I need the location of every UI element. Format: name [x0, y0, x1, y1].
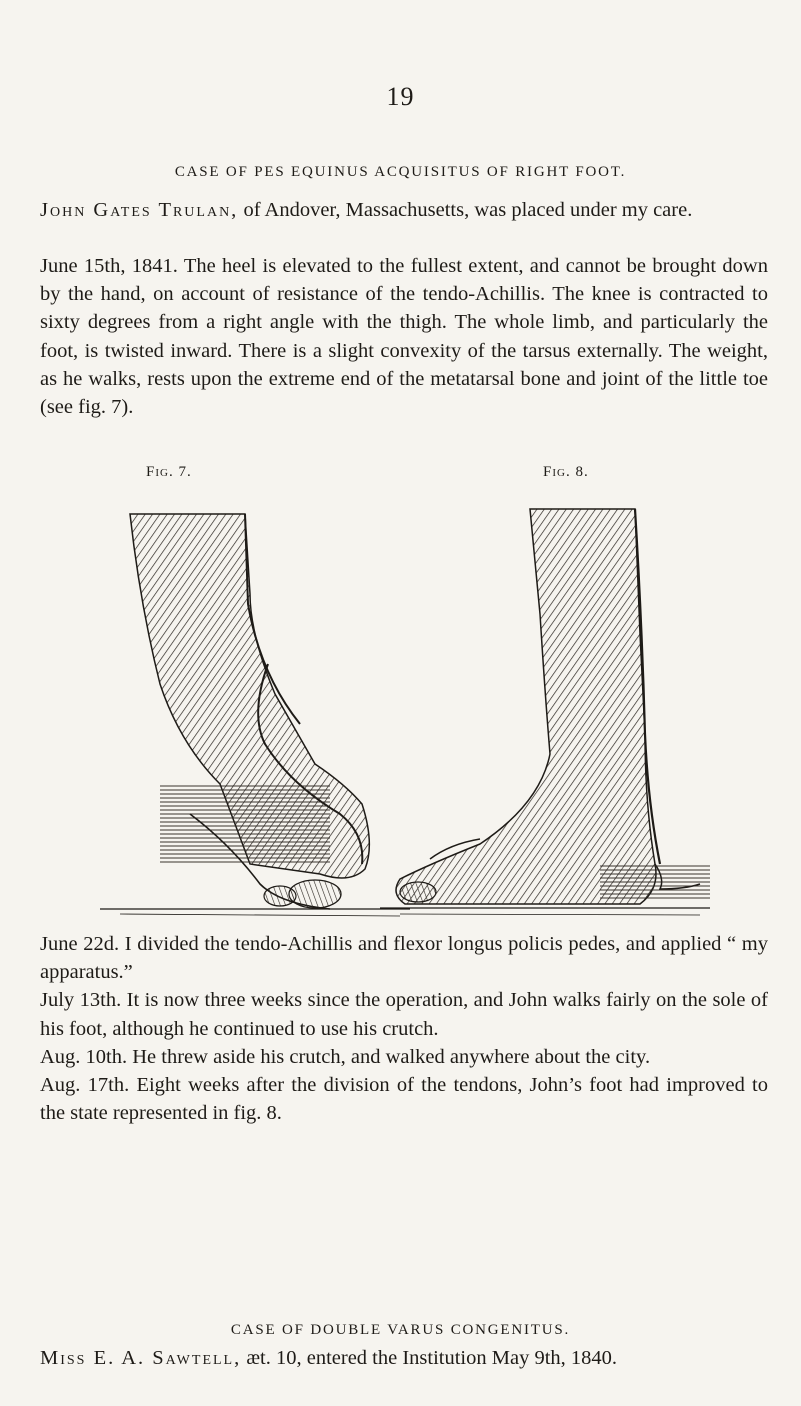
patient-name-2: Miss E. A. Sawtell, [40, 1347, 242, 1369]
case-intro-paragraph-2 [40, 1344, 768, 1372]
case-entries-followup [40, 930, 768, 1127]
case-entry-june-15: June 15th, 1841. The heel is elevated to the fullest extent, and cannot be brought down by the hand, on account of resistance of the tendo-Achillis. The knee is contracted to sixty degrees from a right angle with the thigh. The whole limb, and particularly the foot, is twisted inward. There is a slight convexity of the tarsus externally. The weight, as he walks, rests upon the extreme end of the metatarsal bone and joint of the little toe (see fig. 7). [40, 255, 768, 419]
case-intro-paragraph [40, 196, 768, 224]
case-entry-aug-17: Aug. 17th. Eight weeks after the division of the tendons, John’s foot had improved to the state represented in fig. 8. [40, 1074, 768, 1125]
case-entry-june-22: June 22d. I divided the tendo-Achillis and flexor longus policis pedes, and applied “ my apparatus.” [40, 933, 768, 984]
case-heading-double-varus: CASE OF DOUBLE VARUS CONGENITUS. [230, 1322, 571, 1338]
figure-7-label: Fig. 7. [146, 464, 192, 480]
case-heading-pes-equinus: CASE OF PES EQUINUS ACQUISITUS OF RIGHT FOOT. [174, 164, 627, 180]
figure-7-foot-drawing [100, 514, 410, 916]
figure-8-label: Fig. 8. [543, 464, 589, 480]
patient-name: John Gates Trulan, [40, 199, 239, 221]
page-number: 19 [386, 82, 415, 111]
case-intro-text-2: æt. 10, entered the Institution May 9th, 1840. [241, 1347, 618, 1369]
case-entry-july-13: July 13th. It is now three weeks since the operation, and John walks fairly on the sole of his foot, although he continued to use his crutch. [40, 989, 768, 1040]
case-entry-aug-10: Aug. 10th. He threw aside his crutch, and walked anywhere about the city. [40, 1045, 651, 1068]
case-intro-text: of Andover, Massachusetts, was placed under my care. [238, 199, 693, 221]
figure-8-foot-drawing [380, 509, 710, 915]
foot-engravings-figure [100, 484, 710, 930]
